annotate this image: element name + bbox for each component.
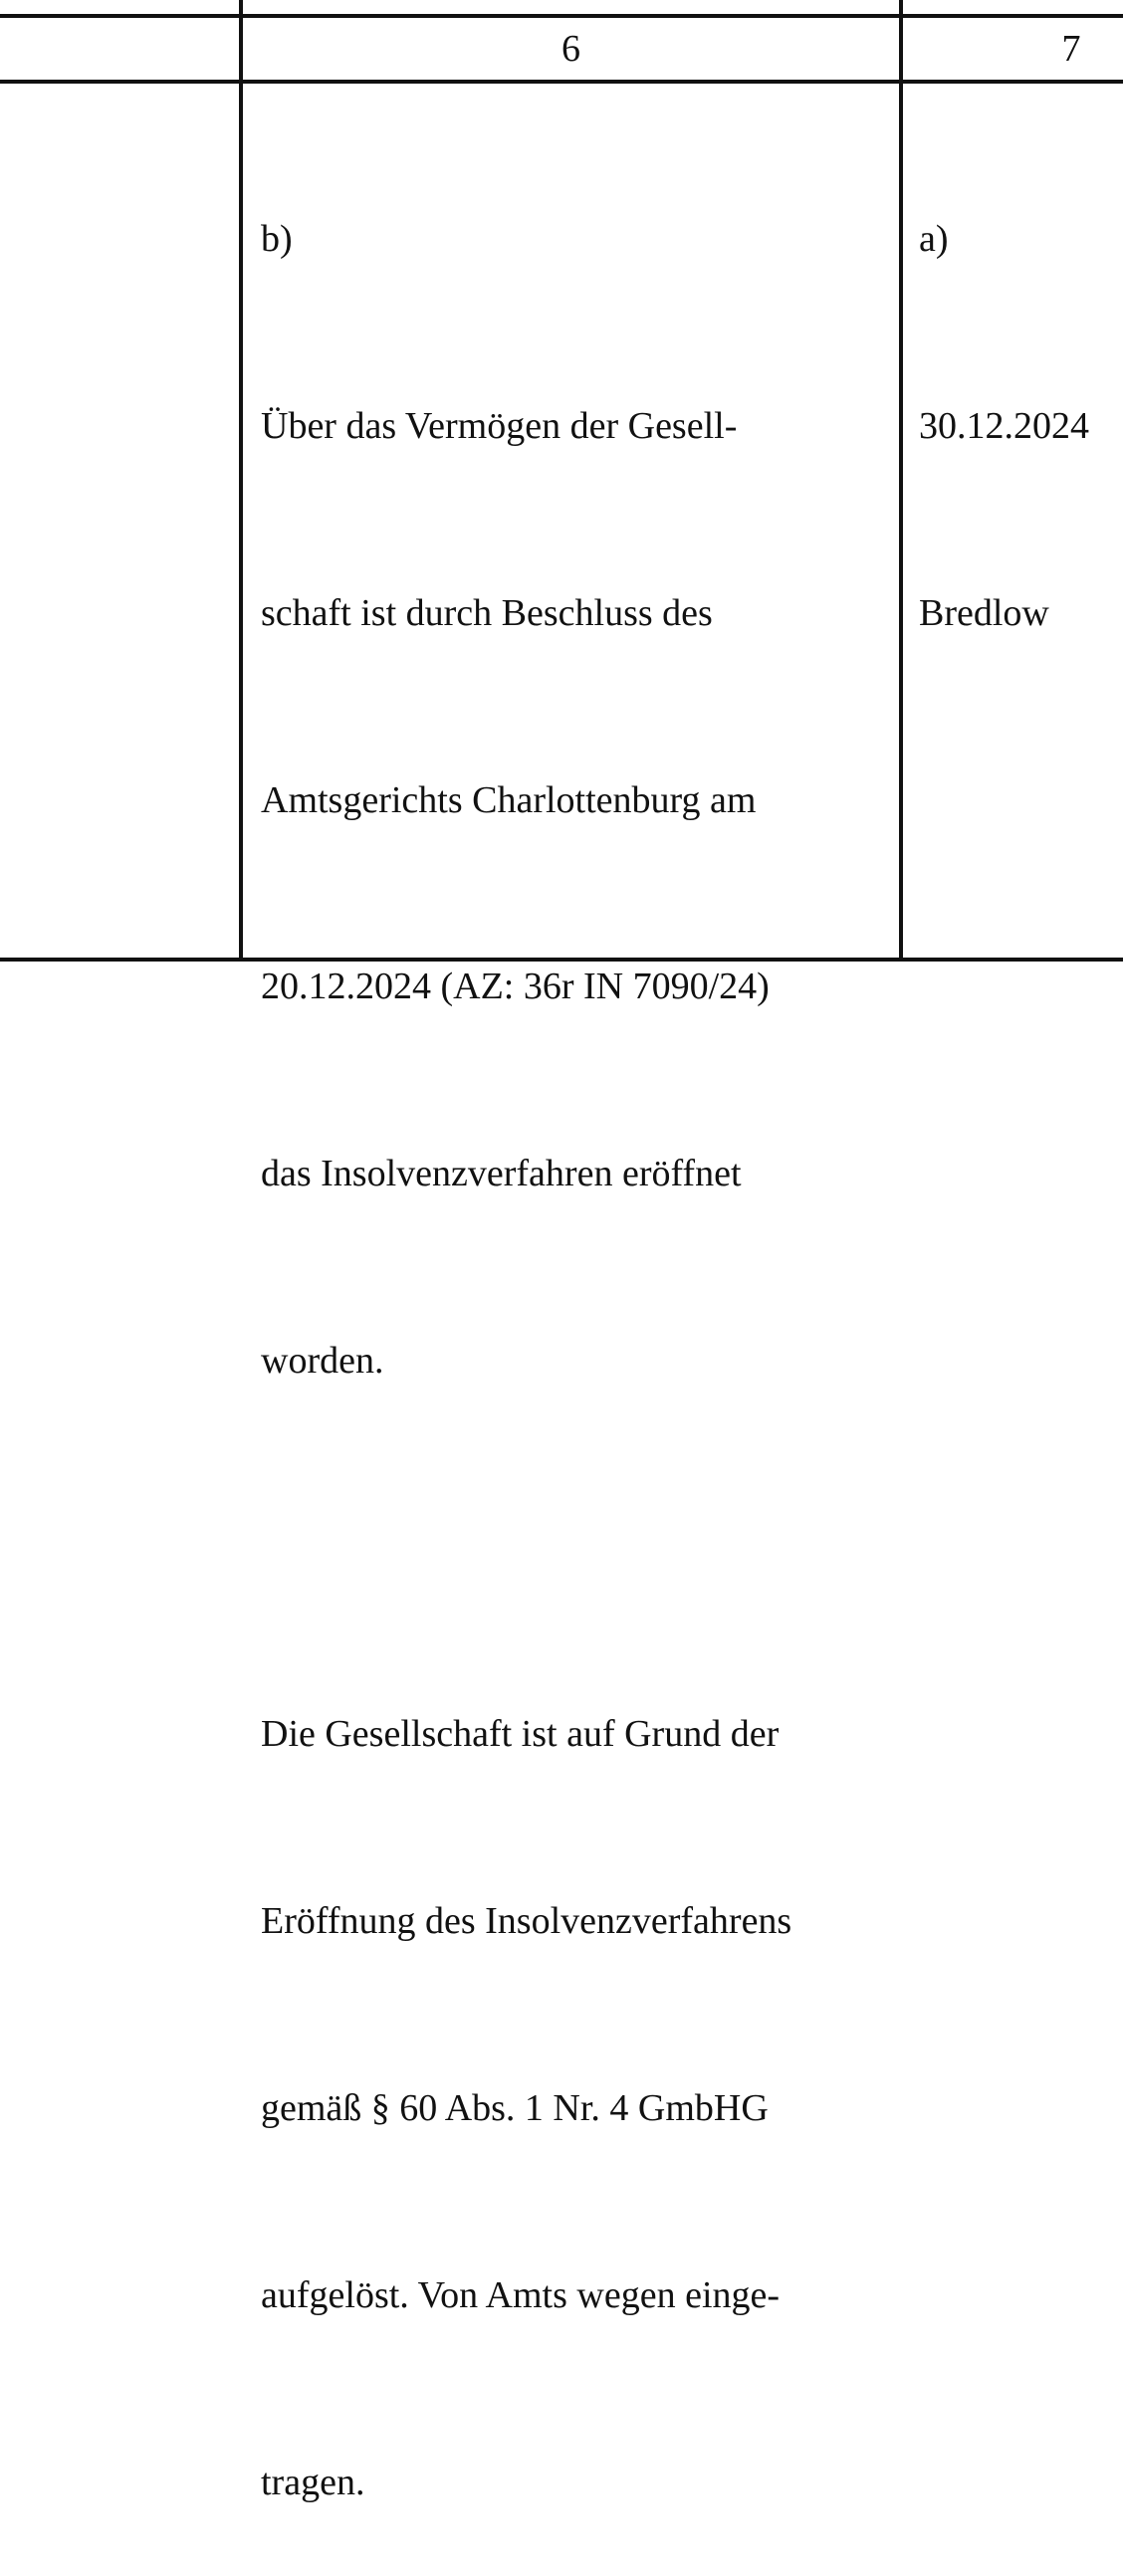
- para-1-line: Über das Vermögen der Gesell-: [261, 404, 738, 447]
- column-divider-right: [899, 0, 903, 962]
- column-7-entry: [919, 84, 1089, 707]
- entry-date: 30.12.2024: [919, 404, 1089, 447]
- para-2-line: gemäß § 60 Abs. 1 Nr. 4 GmbHG: [261, 2087, 769, 2129]
- para-1-line: schaft ist durch Beschluss des: [261, 591, 713, 634]
- entry-label: a): [919, 218, 949, 261]
- column-6-entry: [261, 84, 791, 2576]
- entry-label: b): [261, 218, 293, 261]
- para-2-line: Die Gesellschaft ist auf Grund der: [261, 1713, 780, 1756]
- para-1-line: worden.: [261, 1339, 384, 1382]
- paragraph-gap: [261, 1517, 791, 1580]
- para-2-line: aufgelöst. Von Amts wegen einge-: [261, 2273, 781, 2316]
- para-2-line: Eröffnung des Insolvenzverfahrens: [261, 1900, 792, 1943]
- table-top-border: [0, 14, 1123, 18]
- para-1-line: das Insolvenzverfahren eröffnet: [261, 1153, 742, 1195]
- para-2-line: tragen.: [261, 2461, 365, 2503]
- para-1-line: Amtsgerichts Charlottenburg am: [261, 778, 757, 821]
- entry-signatory: Bredlow: [919, 591, 1049, 634]
- para-1-line: 20.12.2024 (AZ: 36r IN 7090/24): [261, 966, 770, 1008]
- column-divider-left: [239, 0, 243, 962]
- column-number-7: 7: [1061, 28, 1081, 70]
- column-number-6: 6: [562, 28, 580, 70]
